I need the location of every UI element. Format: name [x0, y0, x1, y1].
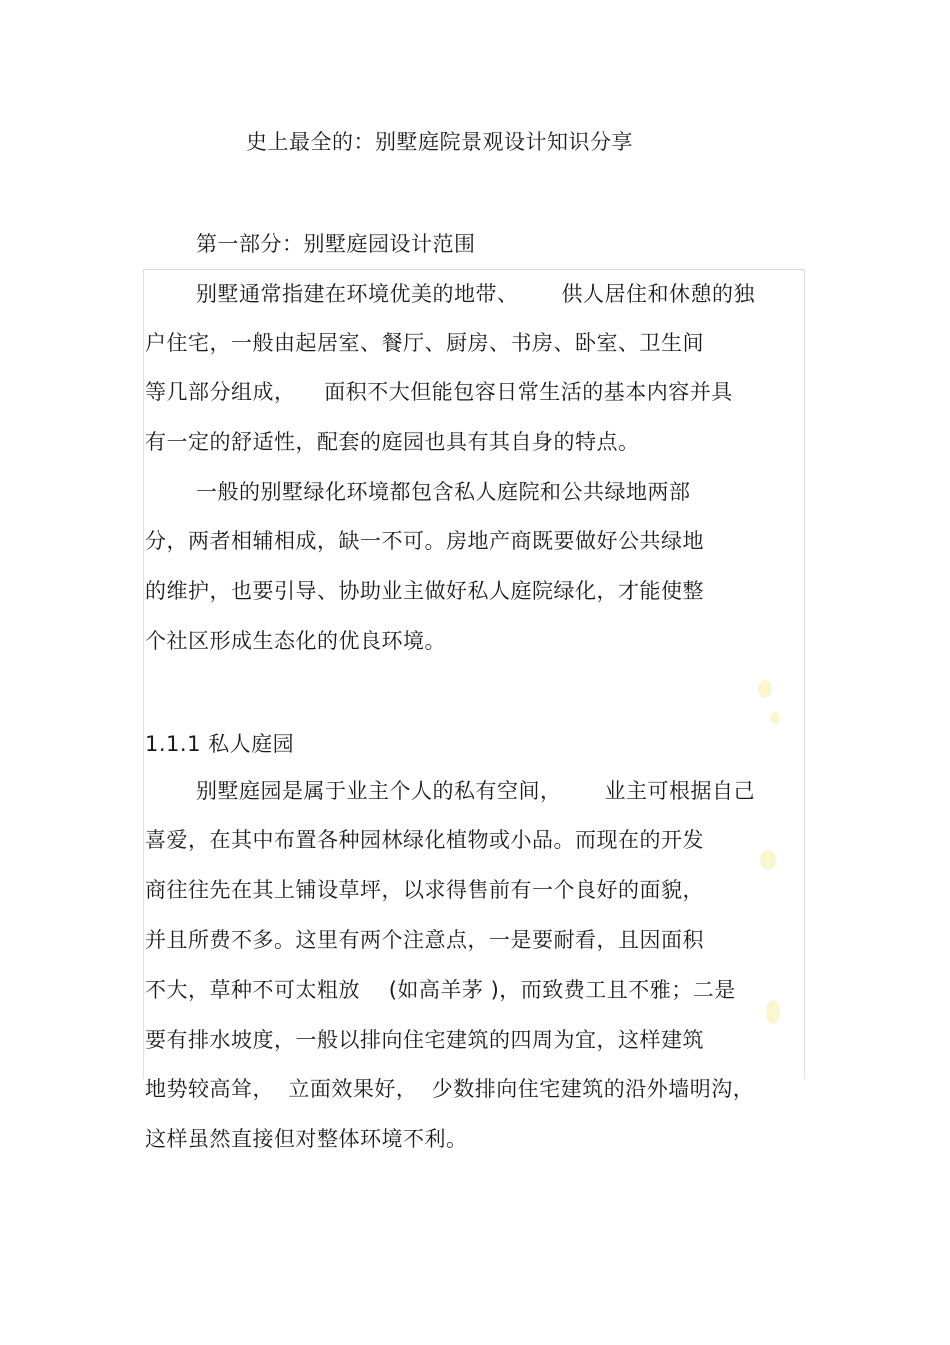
paragraph-line: 别墅庭园是属于业主个人的私有空间， 业主可根据自己: [196, 779, 756, 803]
paragraph-line: 一般的别墅绿化环境都包含私人庭院和公共绿地两部: [196, 480, 691, 504]
paragraph-line: 这样虽然直接但对整体环境不利。: [145, 1127, 468, 1151]
paragraph-line: 不大，草种不可太粗放 (如高羊茅 )，而致费工且不雅；二是: [145, 978, 736, 1002]
frame-border-top: [143, 269, 805, 270]
document-title: 史上最全的：别墅庭院景观设计知识分享: [246, 130, 633, 154]
paragraph-line: 个社区形成生态化的优良环境。: [145, 629, 446, 653]
paragraph-line: 并且所费不多。这里有两个注意点，一是要耐看，且因面积: [145, 928, 704, 952]
paragraph-line: 要有排水坡度，一般以排向住宅建筑的四周为宜，这样建筑: [145, 1028, 704, 1052]
background-speck: [760, 850, 776, 870]
paragraph-line: 等几部分组成， 面积不大但能包容日常生活的基本内容并具: [145, 380, 733, 404]
paragraph-line: 户住宅，一般由起居室、餐厅、厨房、书房、卧室、卫生间: [145, 331, 704, 355]
paragraph-line: 的维护，也要引导、协助业主做好私人庭院绿化，才能使整: [145, 579, 704, 603]
section-heading: 第一部分：别墅庭园设计范围: [196, 232, 476, 256]
frame-border-left: [143, 269, 144, 1079]
paragraph-line: 商往往先在其上铺设草坪，以求得售前有一个良好的面貌，: [145, 878, 704, 902]
paragraph-line: 地势较高耸， 立面效果好， 少数排向住宅建筑的沿外墙明沟，: [145, 1077, 755, 1101]
subsection-heading: 1.1.1 私人庭园: [145, 732, 295, 756]
frame-border-right: [804, 269, 805, 1079]
paragraph-line: 喜爱，在其中布置各种园林绿化植物或小品。而现在的开发: [145, 828, 704, 852]
paragraph-line: 别墅通常指建在环境优美的地带、 供人居住和休憩的独: [196, 282, 756, 306]
background-speck: [770, 712, 780, 724]
background-speck: [766, 1000, 780, 1024]
paragraph-line: 分，两者相辅相成，缺一不可。房地产商既要做好公共绿地: [145, 529, 704, 553]
paragraph-line: 有一定的舒适性，配套的庭园也具有其自身的特点。: [145, 430, 640, 454]
background-speck: [758, 680, 772, 698]
